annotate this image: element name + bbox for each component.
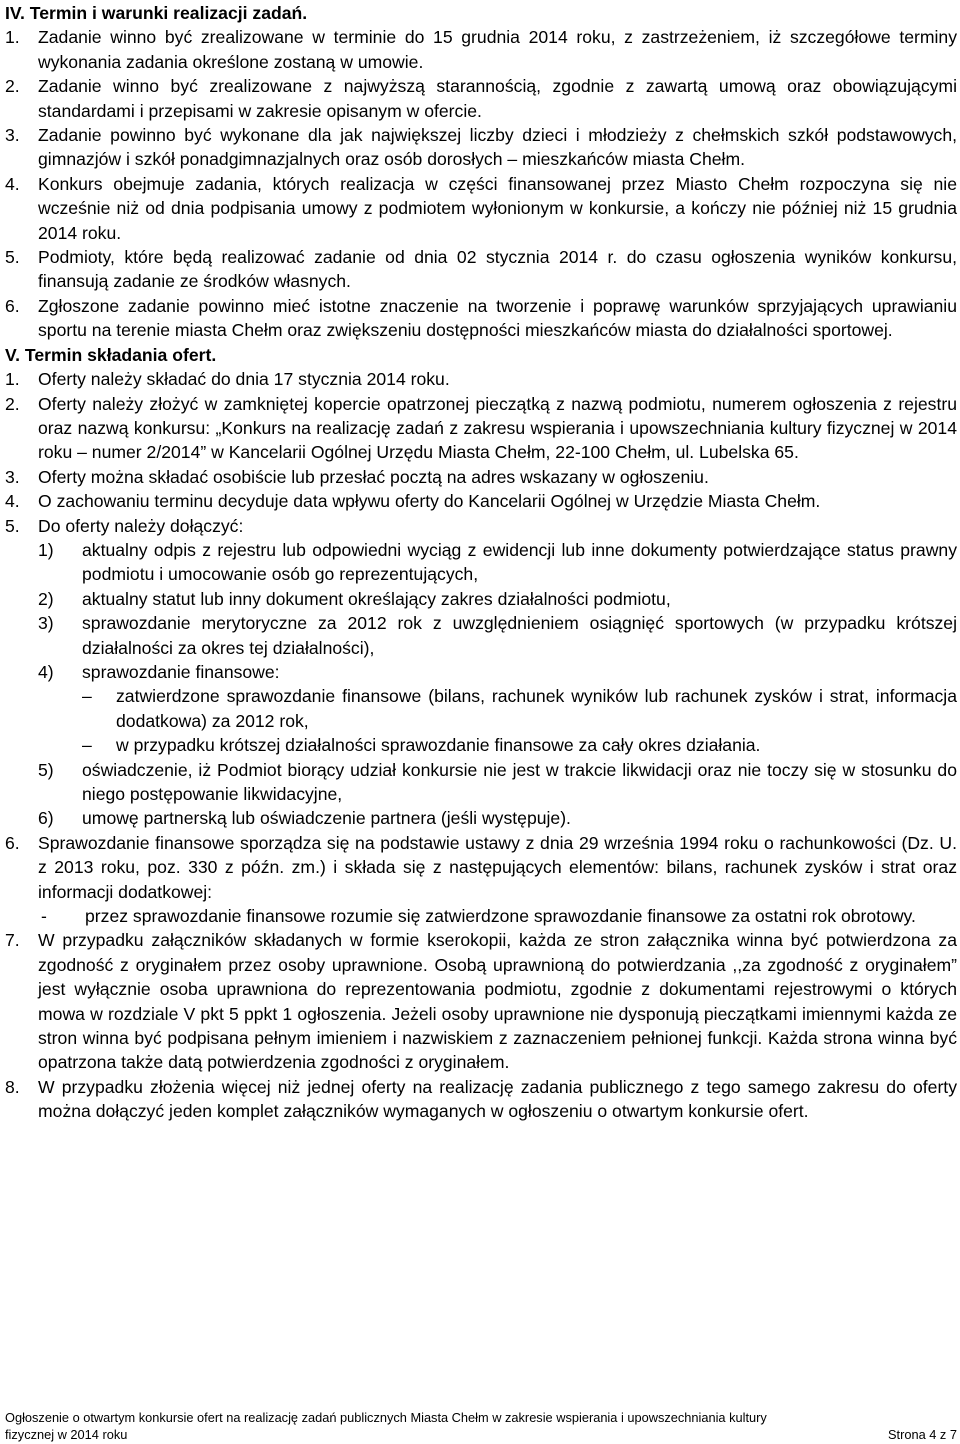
item-number: 4. <box>5 173 20 194</box>
section-4-heading: IV. Termin i warunki realizacji zadań. <box>5 3 308 23</box>
section-5-item-5 <box>5 514 957 538</box>
item-text: O zachowaniu terminu decyduje data wpływu oferty do Kancelarii Ogólnej w Urzędzie Miasta Chełm. <box>38 491 821 512</box>
item-text: Zadanie powinno być wykonane dla jak największej liczby dzieci i młodzieży z chełmskich szkół podstawowych, gimnazjów i szkół ponadgimnazjalnych oraz osób dorosłych – mieszkańców miasta Chełm. <box>38 125 957 170</box>
item-text: Oferty należy złożyć w zamkniętej kopercie opatrzonej pieczątką z nazwą podmiotu, numerem ogłoszenia z rejestru oraz nazwą konkursu: „Konkurs na realizację zadań z zakresu wspierania i upowszechniania kultury fizycznej w 2014 roku – numer 2/2014” w Kancelarii Ogólnej Urzędu Miasta Chełm, 22-100 Chełm, ul. Lubelska 65. <box>38 393 957 463</box>
item-text: Sprawozdanie finansowe sporządza się na podstawie ustawy z dnia 29 września 1994 roku o rachunkowości (Dz. U. z 2013 roku, poz. 330 z późn. zm.) i składa się z następujących elementów: bilans, rachunek zysków i strat oraz informacji dodatkowej: <box>38 832 957 902</box>
section-4-item-6 <box>5 294 957 343</box>
note-text: przez sprawozdanie finansowe rozumie się zatwierdzone sprawozdanie finansowe za ostatni rok obrotowy. <box>85 906 916 927</box>
attachment-item-6 <box>38 806 957 830</box>
subitem-text: oświadczenie, iż Podmiot biorący udział konkursie nie jest w trakcie likwidacji oraz nie toczy się w stosunku do niego postępowanie likwidacyjne, <box>82 759 957 804</box>
section-5-item-1 <box>5 367 957 391</box>
dash-text: w przypadku krótszej działalności sprawozdanie finansowe za cały okres działania. <box>116 735 761 756</box>
section-5-item-6 <box>5 831 957 904</box>
subitem-text: aktualny statut lub inny dokument określający zakres działalności podmiotu, <box>82 588 671 609</box>
footer-title-line: Ogłoszenie o otwartym konkursie ofert na realizację zadań publicznych Miasta Chełm w zakresie wspierania i upowszechniania kultury <box>5 1410 767 1425</box>
item-text: W przypadku załączników składanych w formie kserokopii, każda ze stron załącznika winna być potwierdzona za zgodność z oryginałem przez osoby uprawnione. Osobą uprawnioną do potwierdzania ,,za zgodność z oryginałem” jest wyłącznie osoba uprawniona do reprezentowania podmiotu, zgodnie z dokumentami rejestrowymi o których mowa w rozdziale V pkt 5 ppkt 1 ogłoszenia. Jeżeli osoby uprawnione nie dysponują pieczątkami imiennymi każda ze stron winna być podpisana pełnym imieniem i nazwiskiem z zaznaczeniem pełnionej funkcji. Każda strona winna być opatrzona także datą potwierdzenia zgodności z oryginałem. <box>38 930 957 1073</box>
item-number: 4. <box>5 491 20 512</box>
financial-report-dash-item-2 <box>82 733 957 757</box>
subitem-number: 4) <box>38 661 54 682</box>
item-text: Podmioty, które będą realizować zadanie od dnia 02 stycznia 2014 r. do czasu ogłoszenia wyników konkursu, finansują zadanie ze środków własnych. <box>38 247 957 292</box>
item-text: Oferty można składać osobiście lub przesłać pocztą na adres wskazany w ogłoszeniu. <box>38 466 709 487</box>
section-4-item-3 <box>5 123 957 172</box>
dash-mark: – <box>82 686 92 707</box>
item-text: Zgłoszone zadanie powinno mieć istotne znaczenie na tworzenie i poprawę warunków sprzyjających uprawianiu sportu na terenie miasta Chełm oraz zwiększeniu dostępności mieszkańców miasta do działalności sportowej. <box>38 295 957 341</box>
section-5-item-2 <box>5 392 957 465</box>
section-5-heading: V. Termin składania ofert. <box>5 344 217 365</box>
attachment-item-4 <box>38 660 957 684</box>
attachment-item-1 <box>38 538 957 587</box>
footer-bottom-row <box>5 1427 957 1444</box>
item-text: Zadanie winno być zrealizowane w terminie do 15 grudnia 2014 roku, z zastrzeżeniem, iż szczegółowe terminy wykonania zadania określone zostaną w umowie. <box>38 27 957 72</box>
item-text: Zadanie winno być zrealizowane z najwyższą starannością, zgodnie z zawartą umową oraz obowiązującymi standardami i przepisami w zakresie opisanym w ofercie. <box>38 76 957 121</box>
item-number: 1. <box>5 27 20 48</box>
attachment-item-5 <box>38 758 957 807</box>
dash-mark: – <box>82 735 92 756</box>
section-5-item-4 <box>5 489 957 513</box>
item-number: 5. <box>5 247 20 268</box>
section-4-item-1 <box>5 25 957 74</box>
subitem-text: sprawozdanie merytoryczne za 2012 rok z uwzględnieniem osiągnięć sportowych (w przypadku krótszej działalności za okres tej działalności), <box>82 613 957 658</box>
item-text: Konkurs obejmuje zadania, których realizacja w części finansowanej przez Miasto Chełm rozpoczyna się nie wcześnie niż od dnia podpisania umowy z podmiotem wyłonionym w konkursie, a kończy nie później niż 15 grudnia 2014 roku. <box>38 173 957 243</box>
financial-report-dash-item-1 <box>82 684 957 733</box>
subitem-number: 6) <box>38 808 54 829</box>
subitem-number: 3) <box>38 613 54 634</box>
item-number: 7. <box>5 930 20 951</box>
item-number: 3. <box>5 466 20 487</box>
item-number: 1. <box>5 369 20 390</box>
financial-report-note <box>41 904 957 928</box>
subitem-text: aktualny odpis z rejestru lub odpowiedni wyciąg z ewidencji lub inne dokumenty potwierdzające status prawny podmiotu i umocowanie osób go reprezentujących, <box>82 539 957 585</box>
attachment-item-3 <box>38 611 957 660</box>
item-number: 2. <box>5 76 20 97</box>
item-text: Oferty należy składać do dnia 17 stycznia 2014 roku. <box>38 369 450 390</box>
document-page <box>5 1 957 1124</box>
attachment-item-2 <box>38 587 957 611</box>
hyphen-mark: - <box>41 906 47 927</box>
subitem-number: 5) <box>38 759 54 780</box>
page-footer <box>5 1410 957 1443</box>
item-text: Do oferty należy dołączyć: <box>38 515 244 536</box>
item-number: 2. <box>5 393 20 414</box>
section-4-item-4 <box>5 172 957 245</box>
section-5-item-7 <box>5 928 957 1074</box>
section-5-item-3 <box>5 465 957 489</box>
page-number: Strona 4 z 7 <box>887 1426 957 1442</box>
footer-title-continuation: fizycznej w 2014 roku <box>5 1426 128 1442</box>
section-4-item-2 <box>5 74 957 123</box>
subitem-text: sprawozdanie finansowe: <box>82 661 280 682</box>
item-number: 5. <box>5 515 20 536</box>
item-number: 6. <box>5 295 20 316</box>
item-number: 6. <box>5 832 20 853</box>
subitem-number: 2) <box>38 588 54 609</box>
section-4-item-5 <box>5 245 957 294</box>
dash-text: zatwierdzone sprawozdanie finansowe (bilans, rachunek wyników lub rachunek zysków i strat, informacja dodatkowa) za 2012 rok, <box>116 686 957 731</box>
subitem-text: umowę partnerską lub oświadczenie partnera (jeśli występuje). <box>82 808 571 829</box>
item-number: 3. <box>5 125 20 146</box>
item-text: W przypadku złożenia więcej niż jednej oferty na realizację zadania publicznego z tego samego zakresu do oferty można dołączyć jeden komplet załączników wymaganych w ogłoszeniu o otwartym konkursie ofert. <box>38 1076 957 1122</box>
section-5-item-8 <box>5 1075 957 1124</box>
item-number: 8. <box>5 1076 20 1097</box>
subitem-number: 1) <box>38 539 54 560</box>
